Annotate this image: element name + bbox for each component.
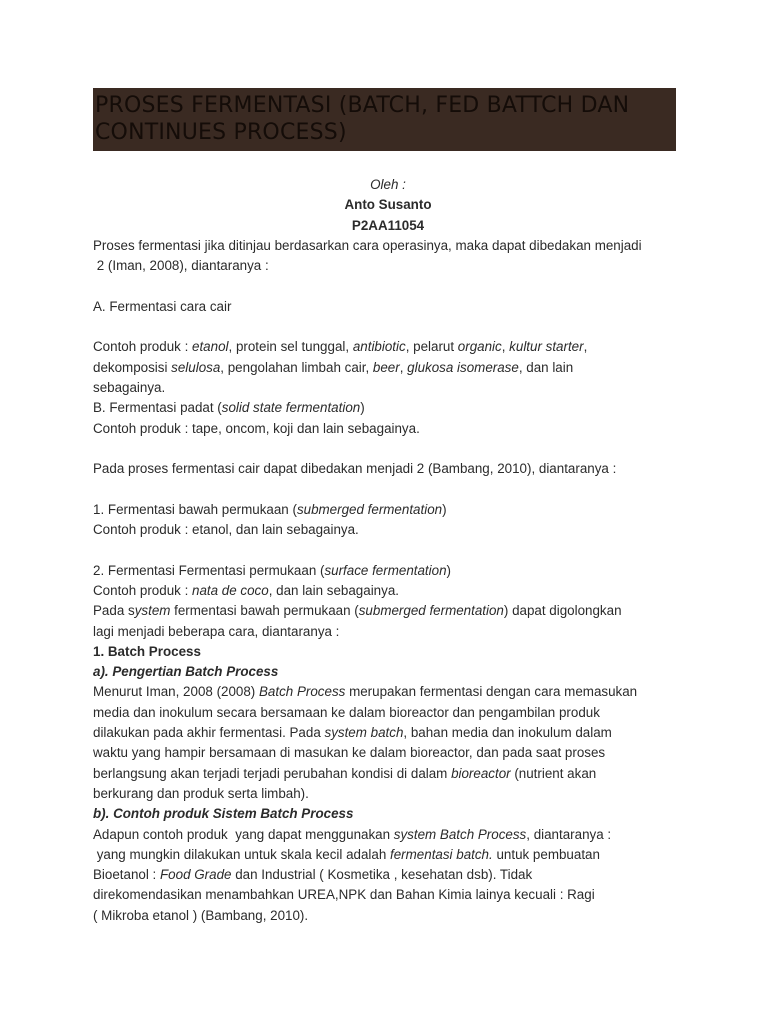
batch-definition-line-2: media dan inokulum secara bersamaan ke dalam bioreactor dan pengambilan produk: [93, 704, 600, 720]
author-id: P2AA11054: [351, 217, 425, 233]
batch-example-line-1: Adapun contoh produk yang dapat menggunakan system Batch Process, diantaranya :: [93, 826, 612, 842]
section-a-example-line-2: dekomposisi selulosa, pengolahan limbah cair, beer, glukosa isomerase, dan lain: [93, 359, 574, 375]
batch-definition-line-1: Menurut Iman, 2008 (2008) Batch Process merupakan fermentasi dengan cara memasukan: [93, 684, 638, 700]
byline-oleh: Oleh :: [370, 177, 406, 192]
section-b-example: Contoh produk : tape, oncom, koji dan lain sebagainya.: [93, 420, 420, 436]
batch-definition-line-3: dilakukan pada akhir fermentasi. Pada system batch, bahan media dan inokulum dalam: [93, 725, 612, 741]
title-banner: [93, 88, 676, 151]
intro-line-1: Proses fermentasi jika ditinjau berdasarkan cara operasinya, maka dapat dibedakan menjadi: [93, 237, 642, 253]
section-a-example-line-3: sebagainya.: [93, 379, 166, 395]
document-body: [93, 175, 683, 926]
batch-definition-line-5: berlangsung akan terjadi terjadi perubahan kondisi di dalam bioreactor (nutrient akan: [93, 765, 597, 781]
batch-example-line-3: Bioetanol : Food Grade dan Industrial ( Kosmetika , kesehatan dsb). Tidak: [93, 867, 533, 883]
batch-definition-line-6: berkurang dan produk serta limbah).: [93, 785, 309, 801]
batch-example-line-4: direkomendasikan menambahkan UREA,NPK dan Bahan Kimia lainya kecuali : Ragi: [93, 887, 595, 903]
item-2-heading: 2. Fermentasi Fermentasi permukaan (surface fermentation): [93, 562, 451, 578]
batch-process-heading: 1. Batch Process: [93, 643, 201, 659]
intro-line-2: 2 (Iman, 2008), diantaranya :: [93, 258, 269, 274]
batch-example-subheading: b). Contoh produk Sistem Batch Process: [93, 806, 354, 822]
item-2-example: Contoh produk : nata de coco, dan lain sebagainya.: [93, 582, 399, 598]
section-b-heading: B. Fermentasi padat (solid state fermentation): [93, 400, 365, 416]
batch-definition-subheading: a). Pengertian Batch Process: [93, 664, 279, 680]
section-a-heading: A. Fermentasi cara cair: [93, 298, 232, 314]
item-1-example: Contoh produk : etanol, dan lain sebagainya.: [93, 522, 359, 538]
cair-intro: Pada proses fermentasi cair dapat dibedakan menjadi 2 (Bambang, 2010), diantaranya :: [93, 461, 617, 477]
section-a-example-line-1: Contoh produk : etanol, protein sel tunggal, antibiotic, pelarut organic, kultur starter,: [93, 339, 588, 355]
document-title: PROSES FERMENTASI (BATCH, FED BATTCH DAN CONTINUES PROCESS): [95, 93, 630, 145]
author-name: Anto Susanto: [344, 197, 432, 213]
batch-example-line-5: ( Mikroba etanol ) (Bambang, 2010).: [93, 907, 309, 923]
submerged-paragraph-line-1: Pada system fermentasi bawah permukaan (submerged fermentation) dapat digolongkan: [93, 603, 622, 619]
batch-example-line-2: yang mungkin dilakukan untuk skala kecil adalah fermentasi batch. untuk pembuatan: [93, 846, 600, 862]
batch-definition-line-4: waktu yang hampir bersamaan di masukan ke dalam bioreactor, dan pada saat proses: [93, 745, 606, 761]
item-1-heading: 1. Fermentasi bawah permukaan (submerged fermentation): [93, 501, 447, 517]
submerged-paragraph-line-2: lagi menjadi beberapa cara, diantaranya :: [93, 623, 340, 639]
